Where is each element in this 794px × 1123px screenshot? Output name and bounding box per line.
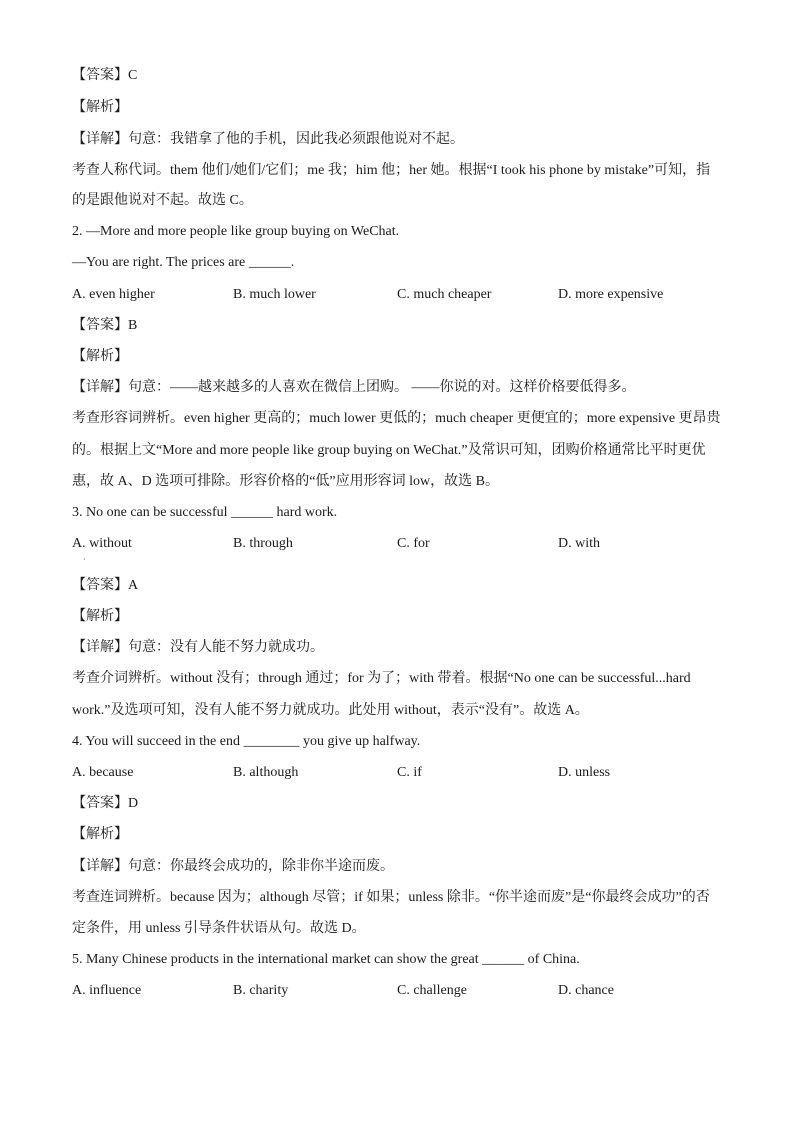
- q3-option-c: C. for: [397, 536, 430, 551]
- explanation-text: 的是跟他说对不起。故选 C。: [72, 193, 253, 208]
- question-2: 2. —More and more people like group buying on WeChat.: [72, 224, 400, 239]
- q5-option-d: D. chance: [558, 983, 614, 998]
- q4-option-d: D. unless: [558, 765, 611, 780]
- q4-option-c: C. if: [397, 765, 422, 780]
- question-4: 4. You will succeed in the end ________ you give up halfway.: [72, 734, 421, 749]
- answer-label: 【答案】D: [72, 796, 139, 811]
- detail-text: 【详解】句意：没有人能不努力就成功。: [72, 640, 324, 655]
- stray-dot-mark: ·: [83, 555, 86, 564]
- explanation-text: 惠，故 A、D 选项可排除。形容价格的“低”应用形容词 low，故选 B。: [72, 474, 499, 489]
- detail-text: 【详解】句意：你最终会成功的，除非你半途而废。: [72, 859, 394, 874]
- question-3: 3. No one can be successful ______ hard work.: [72, 505, 338, 520]
- q3-option-d: D. with: [558, 536, 600, 551]
- q2-option-d: D. more expensive: [558, 287, 664, 302]
- q2-option-b: B. much lower: [233, 287, 316, 302]
- detail-text: 【详解】句意：我错拿了他的手机，因此我必须跟他说对不起。: [72, 132, 464, 147]
- q5-option-b: B. charity: [233, 983, 289, 998]
- q4-option-b: B. although: [233, 765, 299, 780]
- explanation-text: 的。根据上文“More and more people like group buying on WeChat.”及常识可知，团购价格通常比平时更优: [72, 443, 706, 458]
- explanation-text: 考查形容词辨析。even higher 更高的；much lower 更低的；much cheaper 更便宜的；more expensive 更昂贵: [72, 411, 721, 426]
- q4-option-a: A. because: [72, 765, 134, 780]
- question-5: 5. Many Chinese products in the international market can show the great ______ of China.: [72, 952, 580, 967]
- q2-option-a: A. even higher: [72, 287, 155, 302]
- q3-option-b: B. through: [233, 536, 293, 551]
- answer-label: 【答案】B: [72, 318, 138, 333]
- detail-text: 【详解】句意：——越来越多的人喜欢在微信上团购。 ——你说的对。这样价格要低得多。: [72, 380, 636, 395]
- explanation-text: 考查连词辨析。because 因为；although 尽管；if 如果；unless 除非。“你半途而废”是“你最终会成功”的否: [72, 890, 710, 905]
- question-2-reply: —You are right. The prices are ______.: [72, 255, 295, 270]
- answer-label: 【答案】C: [72, 68, 138, 83]
- analysis-label: 【解析】: [72, 609, 128, 624]
- analysis-label: 【解析】: [72, 100, 128, 115]
- answer-label: 【答案】A: [72, 578, 139, 593]
- explanation-text: 定条件，用 unless 引导条件状语从句。故选 D。: [72, 921, 366, 936]
- analysis-label: 【解析】: [72, 827, 128, 842]
- explanation-text: work.”及选项可知，没有人能不努力就成功。此处用 without，表示“没有”。故选 A。: [72, 703, 589, 718]
- q3-option-a: A. without: [72, 536, 132, 551]
- q2-option-c: C. much cheaper: [397, 287, 492, 302]
- q5-option-c: C. challenge: [397, 983, 467, 998]
- explanation-text: 考查介词辨析。without 没有；through 通过；for 为了；with 带着。根据“No one can be successful...hard: [72, 671, 691, 686]
- explanation-text: 考查人称代词。them 他们/她们/它们；me 我；him 他；her 她。根据“I took his phone by mistake”可知，指: [72, 163, 711, 178]
- analysis-label: 【解析】: [72, 349, 128, 364]
- q5-option-a: A. influence: [72, 983, 142, 998]
